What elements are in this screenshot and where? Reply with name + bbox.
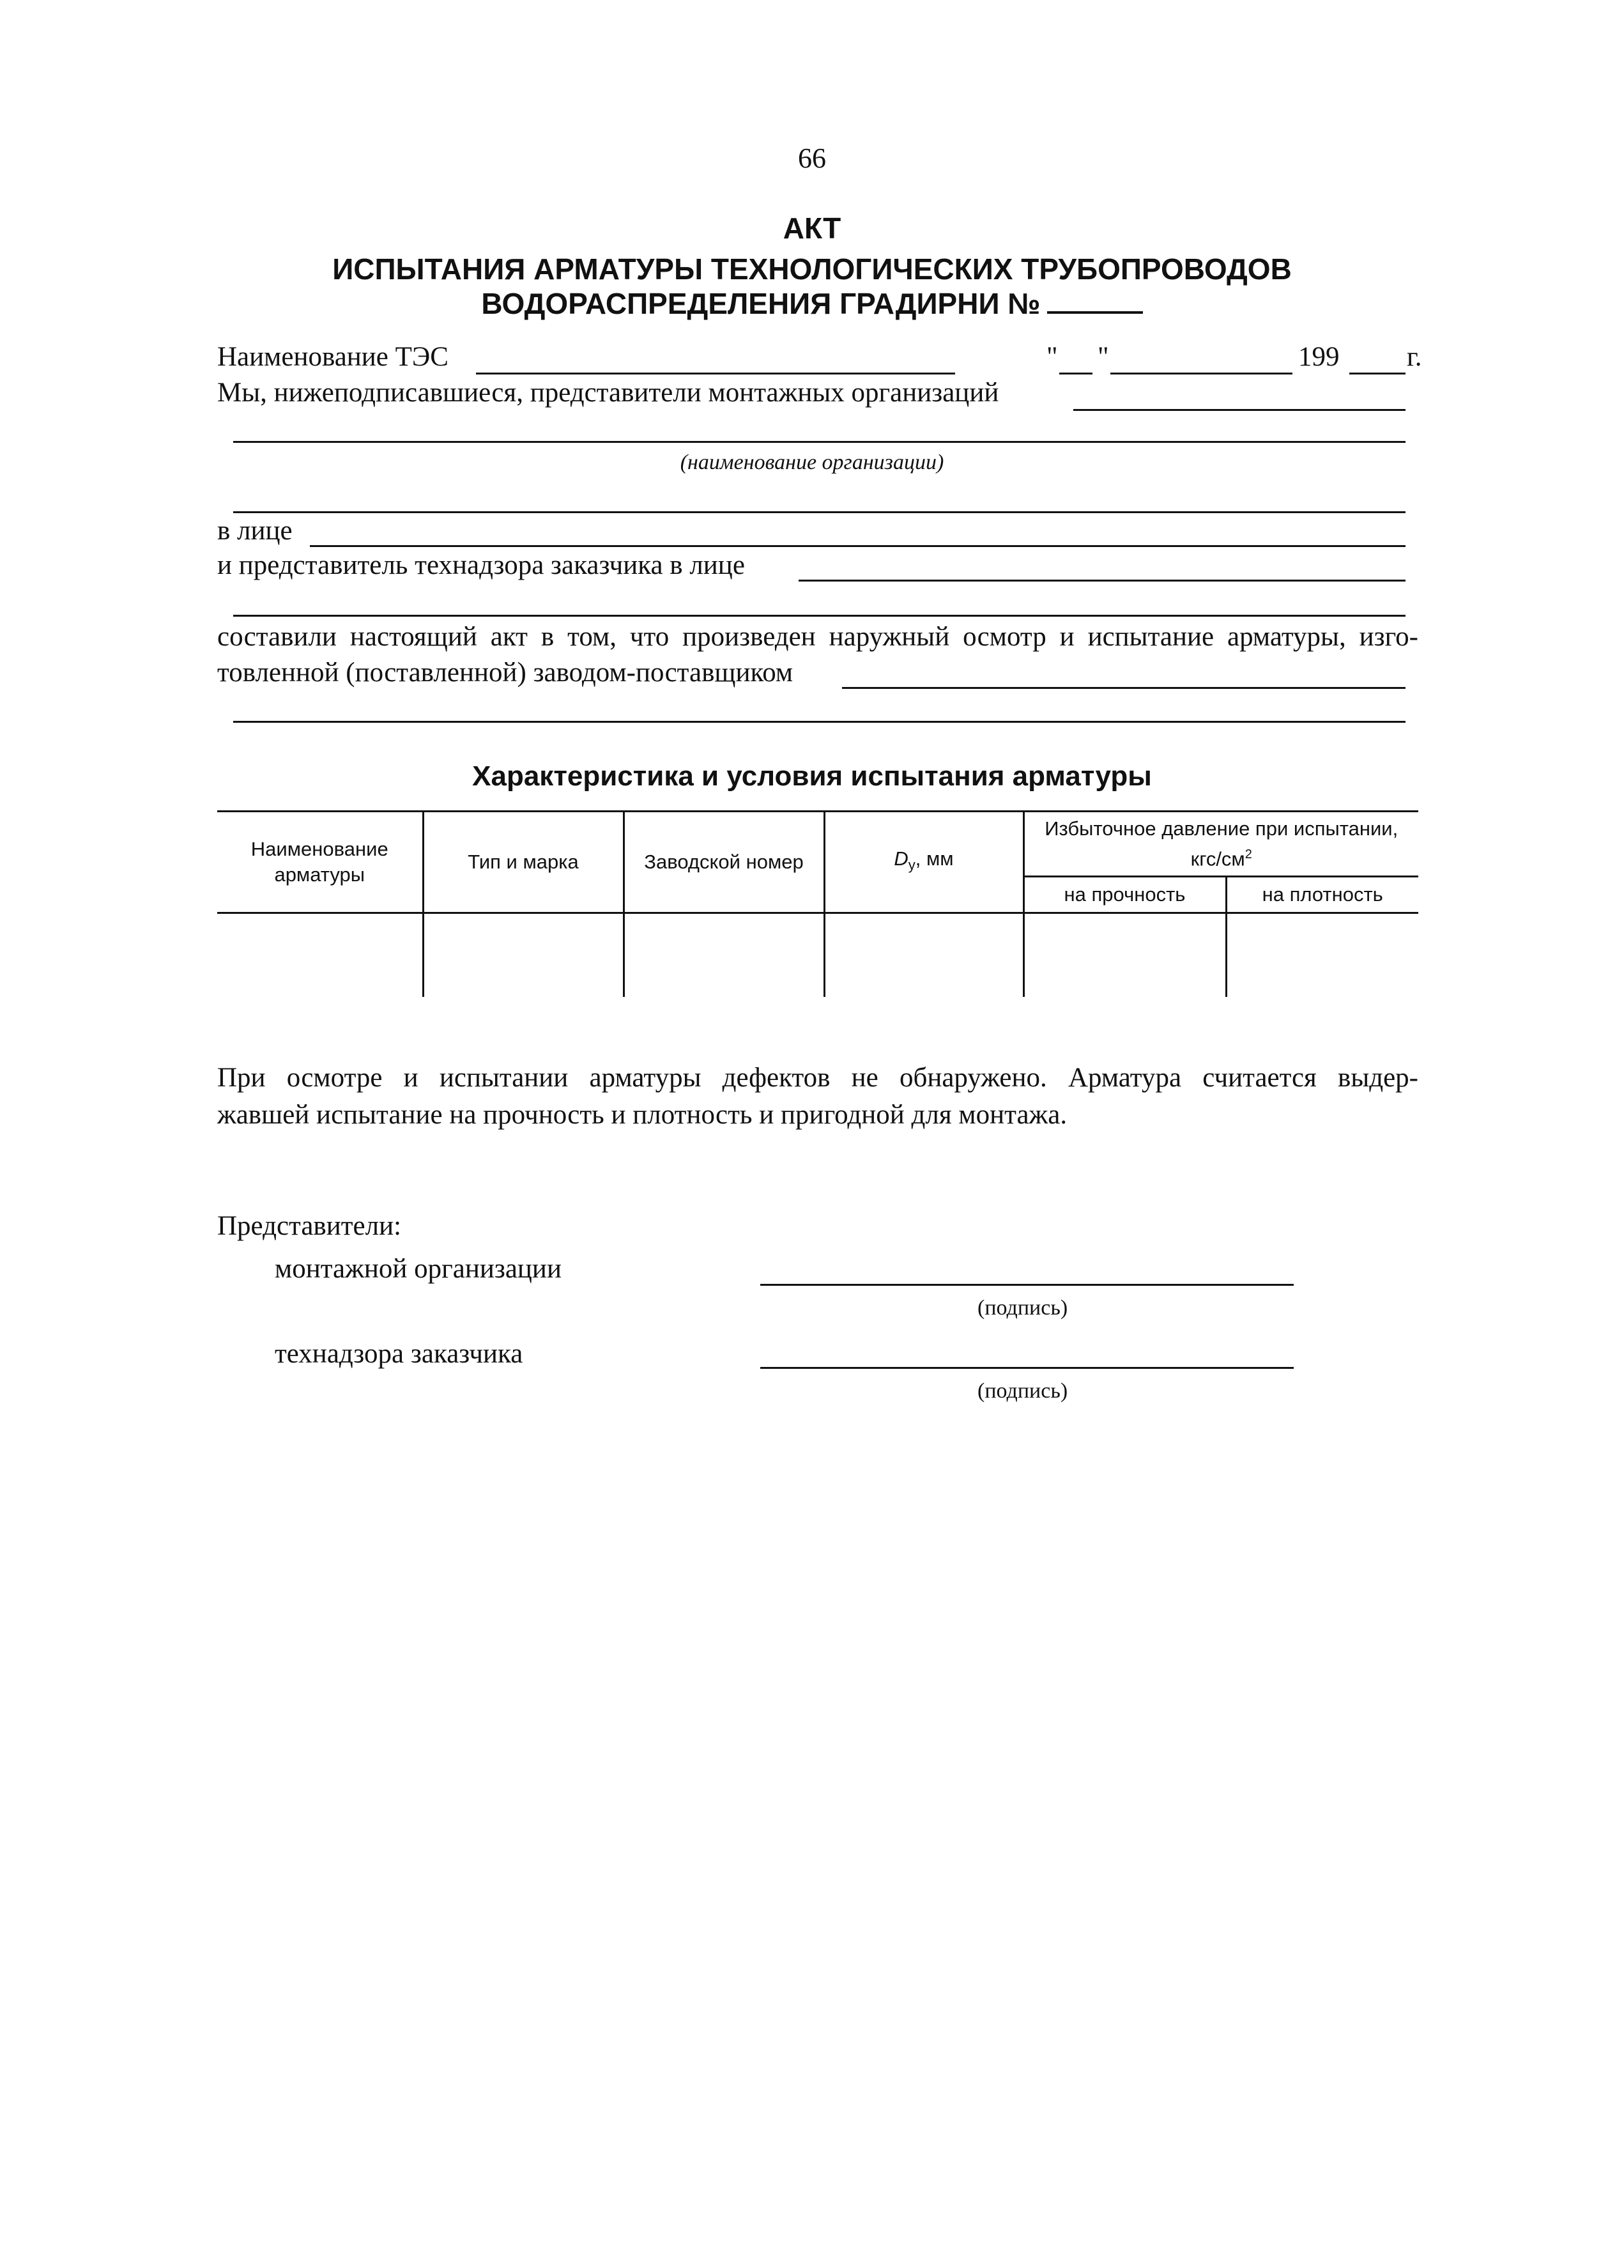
representatives-heading: Представители: <box>217 1211 402 1241</box>
col-header-pressure <box>1023 812 1418 877</box>
act-subtitle-line1: ИСПЫТАНИЯ АРМАТУРЫ ТЕХНОЛОГИЧЕСКИХ ТРУБОПРОВОДОВ <box>332 252 1292 286</box>
org-name-caption: (наименование организации) <box>680 451 944 474</box>
date-day-field[interactable] <box>1059 373 1092 374</box>
mounting-org-field-3[interactable] <box>233 511 1406 513</box>
cell-dy[interactable] <box>824 913 1023 998</box>
col-header-name: Наименование арматуры <box>250 838 388 886</box>
cell-serial[interactable] <box>624 913 824 998</box>
cell-type[interactable] <box>423 913 624 998</box>
supervisor-field-2[interactable] <box>233 615 1406 617</box>
supervision-label: технадзора заказчика <box>275 1339 523 1369</box>
supervisor-field-1[interactable] <box>799 580 1406 582</box>
col-header-strength: на прочность <box>1023 876 1226 913</box>
cell-density[interactable] <box>1226 913 1418 998</box>
table-row <box>217 913 1418 998</box>
statement-line-1: составили настоящий акт в том, что произведен наружный осмотр и испытание арматуры, изго- <box>217 622 1418 652</box>
supervisor-label: и представитель технадзора заказчика в лице <box>217 550 745 580</box>
date-year-suffix: г. <box>1407 342 1422 372</box>
date-month-field[interactable] <box>1110 373 1292 374</box>
conclusion-line-2: жавшей испытание на прочность и плотность и пригодной для монтажа. <box>217 1100 1068 1130</box>
in-person-label: в лице <box>217 516 293 546</box>
manufacturer-field-2[interactable] <box>233 721 1406 723</box>
page-number: 66 <box>798 143 826 174</box>
dy-unit: , мм <box>915 847 954 870</box>
act-title: АКТ <box>783 212 841 245</box>
dy-symbol: D <box>894 847 908 870</box>
tes-name-label: Наименование ТЭС <box>217 342 448 372</box>
date-quote-open: " <box>1046 342 1058 372</box>
pressure-sup: 2 <box>1245 847 1252 861</box>
mounting-org-field-2[interactable] <box>233 441 1406 443</box>
col-header-type: Тип и марка <box>423 812 624 913</box>
valve-spec-table <box>217 810 1418 997</box>
col-header-density: на плотность <box>1226 876 1418 913</box>
date-quote-close: " <box>1098 342 1109 372</box>
col-header-serial: Заводской номер <box>624 812 824 913</box>
mounting-org-field-1[interactable] <box>1073 409 1406 411</box>
cell-strength[interactable] <box>1023 913 1226 998</box>
act-subtitle-line2-text: ВОДОРАСПРЕДЕЛЕНИЯ ГРАДИРНИ № <box>481 287 1041 320</box>
cell-name[interactable] <box>217 913 423 998</box>
undersigned-text: Мы, нижеподписавшиеся, представители монтажных организаций <box>217 378 999 408</box>
mounting-org-signature-line[interactable] <box>760 1284 1294 1286</box>
conclusion-line-1: При осмотре и испытании арматуры дефектов не обнаружено. Арматура считается выдер- <box>217 1063 1418 1093</box>
supervision-signature-line[interactable] <box>760 1367 1294 1369</box>
statement-line-2: товленной (поставленной) заводом-поставщиком <box>217 658 793 688</box>
date-year-field[interactable] <box>1349 373 1406 374</box>
manufacturer-field-1[interactable] <box>842 687 1406 689</box>
supervision-signature-caption: (подпись) <box>977 1379 1068 1403</box>
mounting-org-label: монтажной организации <box>275 1254 562 1284</box>
table-header-row-1 <box>217 812 1418 877</box>
act-subtitle-line2 <box>0 286 1624 321</box>
date-year-prefix: 199 <box>1298 342 1340 372</box>
pressure-label: Избыточное давление при испытании, кгс/см <box>1045 817 1398 870</box>
section-title: Характеристика и условия испытания арматуры <box>472 760 1152 792</box>
cooling-tower-number-field[interactable] <box>1047 311 1143 314</box>
col-header-dy <box>824 812 1023 913</box>
dy-subscript: y <box>908 857 915 874</box>
mounting-org-signature-caption: (подпись) <box>977 1296 1068 1320</box>
